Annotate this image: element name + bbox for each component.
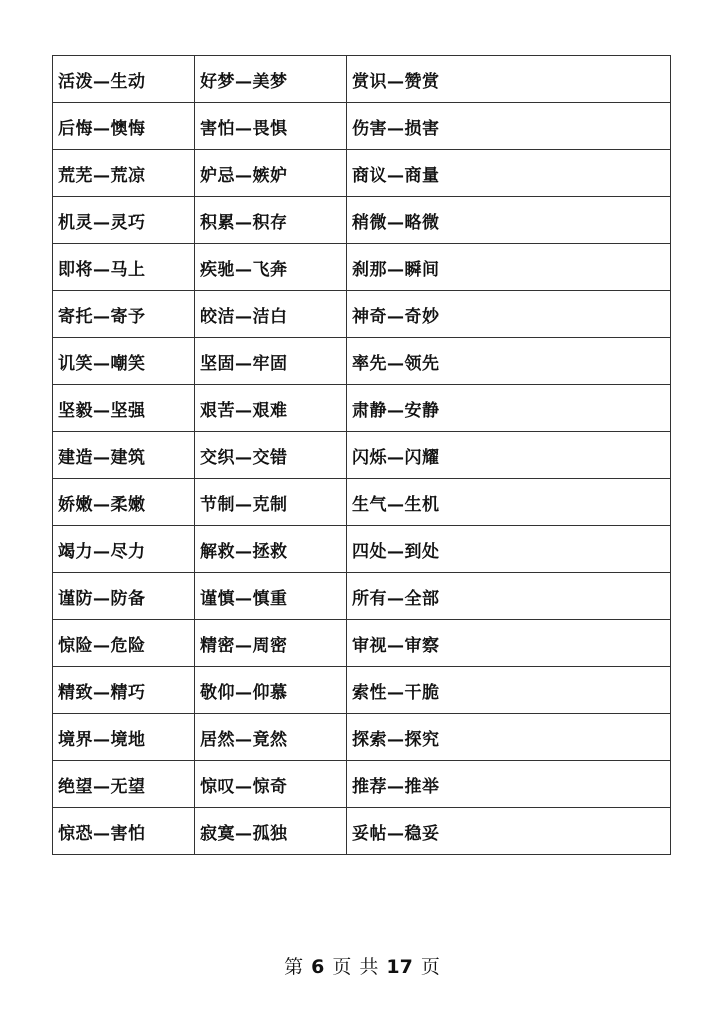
table-row — [53, 573, 671, 620]
table-cell: 节制—克制 — [195, 479, 347, 526]
footer-suffix: 页 — [420, 956, 440, 978]
table-cell: 坚固—牢固 — [195, 338, 347, 385]
table-cell: 肃静—安静 — [347, 385, 671, 432]
table-row — [53, 150, 671, 197]
table-cell: 害怕—畏惧 — [195, 103, 347, 150]
table-cell: 生气—生机 — [347, 479, 671, 526]
table-cell: 妥帖—稳妥 — [347, 808, 671, 855]
table-cell: 四处—到处 — [347, 526, 671, 573]
table-cell: 稍微—略微 — [347, 197, 671, 244]
table-cell: 敬仰—仰慕 — [195, 667, 347, 714]
table-cell: 惊险—危险 — [53, 620, 195, 667]
table-row — [53, 103, 671, 150]
table-cell: 机灵—灵巧 — [53, 197, 195, 244]
table-row — [53, 338, 671, 385]
current-page-number: 6 — [311, 956, 325, 978]
table-cell: 境界—境地 — [53, 714, 195, 761]
table-cell: 绝望—无望 — [53, 761, 195, 808]
footer-total-word: 共 — [359, 956, 379, 978]
table-cell: 商议—商量 — [347, 150, 671, 197]
table-cell: 探索—探究 — [347, 714, 671, 761]
table-row — [53, 667, 671, 714]
table-cell: 坚毅—坚强 — [53, 385, 195, 432]
table-cell: 推荐—推举 — [347, 761, 671, 808]
table-row — [53, 620, 671, 667]
total-page-count: 17 — [386, 956, 413, 978]
table-cell: 后悔—懊悔 — [53, 103, 195, 150]
table-row — [53, 291, 671, 338]
synonym-table — [52, 55, 671, 855]
table-cell: 惊叹—惊奇 — [195, 761, 347, 808]
table-cell: 率先—领先 — [347, 338, 671, 385]
table-cell: 积累—积存 — [195, 197, 347, 244]
table-row — [53, 197, 671, 244]
table-cell: 建造—建筑 — [53, 432, 195, 479]
table-cell: 妒忌—嫉妒 — [195, 150, 347, 197]
table-cell: 好梦—美梦 — [195, 56, 347, 103]
table-cell: 娇嫩—柔嫩 — [53, 479, 195, 526]
table-cell: 寂寞—孤独 — [195, 808, 347, 855]
table-cell: 即将—马上 — [53, 244, 195, 291]
table-cell: 所有—全部 — [347, 573, 671, 620]
table-cell: 惊恐—害怕 — [53, 808, 195, 855]
footer-page-word: 页 — [332, 956, 352, 978]
table-cell: 索性—干脆 — [347, 667, 671, 714]
table-cell: 皎洁—洁白 — [195, 291, 347, 338]
table-cell: 审视—审察 — [347, 620, 671, 667]
table-cell: 精密—周密 — [195, 620, 347, 667]
table-cell: 神奇—奇妙 — [347, 291, 671, 338]
table-row — [53, 526, 671, 573]
table-row — [53, 714, 671, 761]
table-cell: 刹那—瞬间 — [347, 244, 671, 291]
table-cell: 讥笑—嘲笑 — [53, 338, 195, 385]
table-cell: 精致—精巧 — [53, 667, 195, 714]
table-cell: 疾驰—飞奔 — [195, 244, 347, 291]
table-cell: 寄托—寄予 — [53, 291, 195, 338]
table-cell: 谨防—防备 — [53, 573, 195, 620]
table-row — [53, 244, 671, 291]
table-cell: 伤害—损害 — [347, 103, 671, 150]
table-cell: 交织—交错 — [195, 432, 347, 479]
table-cell: 谨慎—慎重 — [195, 573, 347, 620]
table-cell: 闪烁—闪耀 — [347, 432, 671, 479]
table-row — [53, 479, 671, 526]
synonym-table-body — [53, 56, 671, 855]
table-cell: 竭力—尽力 — [53, 526, 195, 573]
table-row — [53, 761, 671, 808]
table-cell: 解救—拯救 — [195, 526, 347, 573]
table-cell: 居然—竟然 — [195, 714, 347, 761]
table-row — [53, 808, 671, 855]
table-cell: 荒芜—荒凉 — [53, 150, 195, 197]
page-number-footer — [0, 952, 724, 979]
table-cell: 赏识—赞赏 — [347, 56, 671, 103]
table-row — [53, 385, 671, 432]
table-row — [53, 56, 671, 103]
table-cell: 艰苦—艰难 — [195, 385, 347, 432]
table-cell: 活泼—生动 — [53, 56, 195, 103]
table-row — [53, 432, 671, 479]
footer-prefix: 第 — [284, 956, 304, 978]
